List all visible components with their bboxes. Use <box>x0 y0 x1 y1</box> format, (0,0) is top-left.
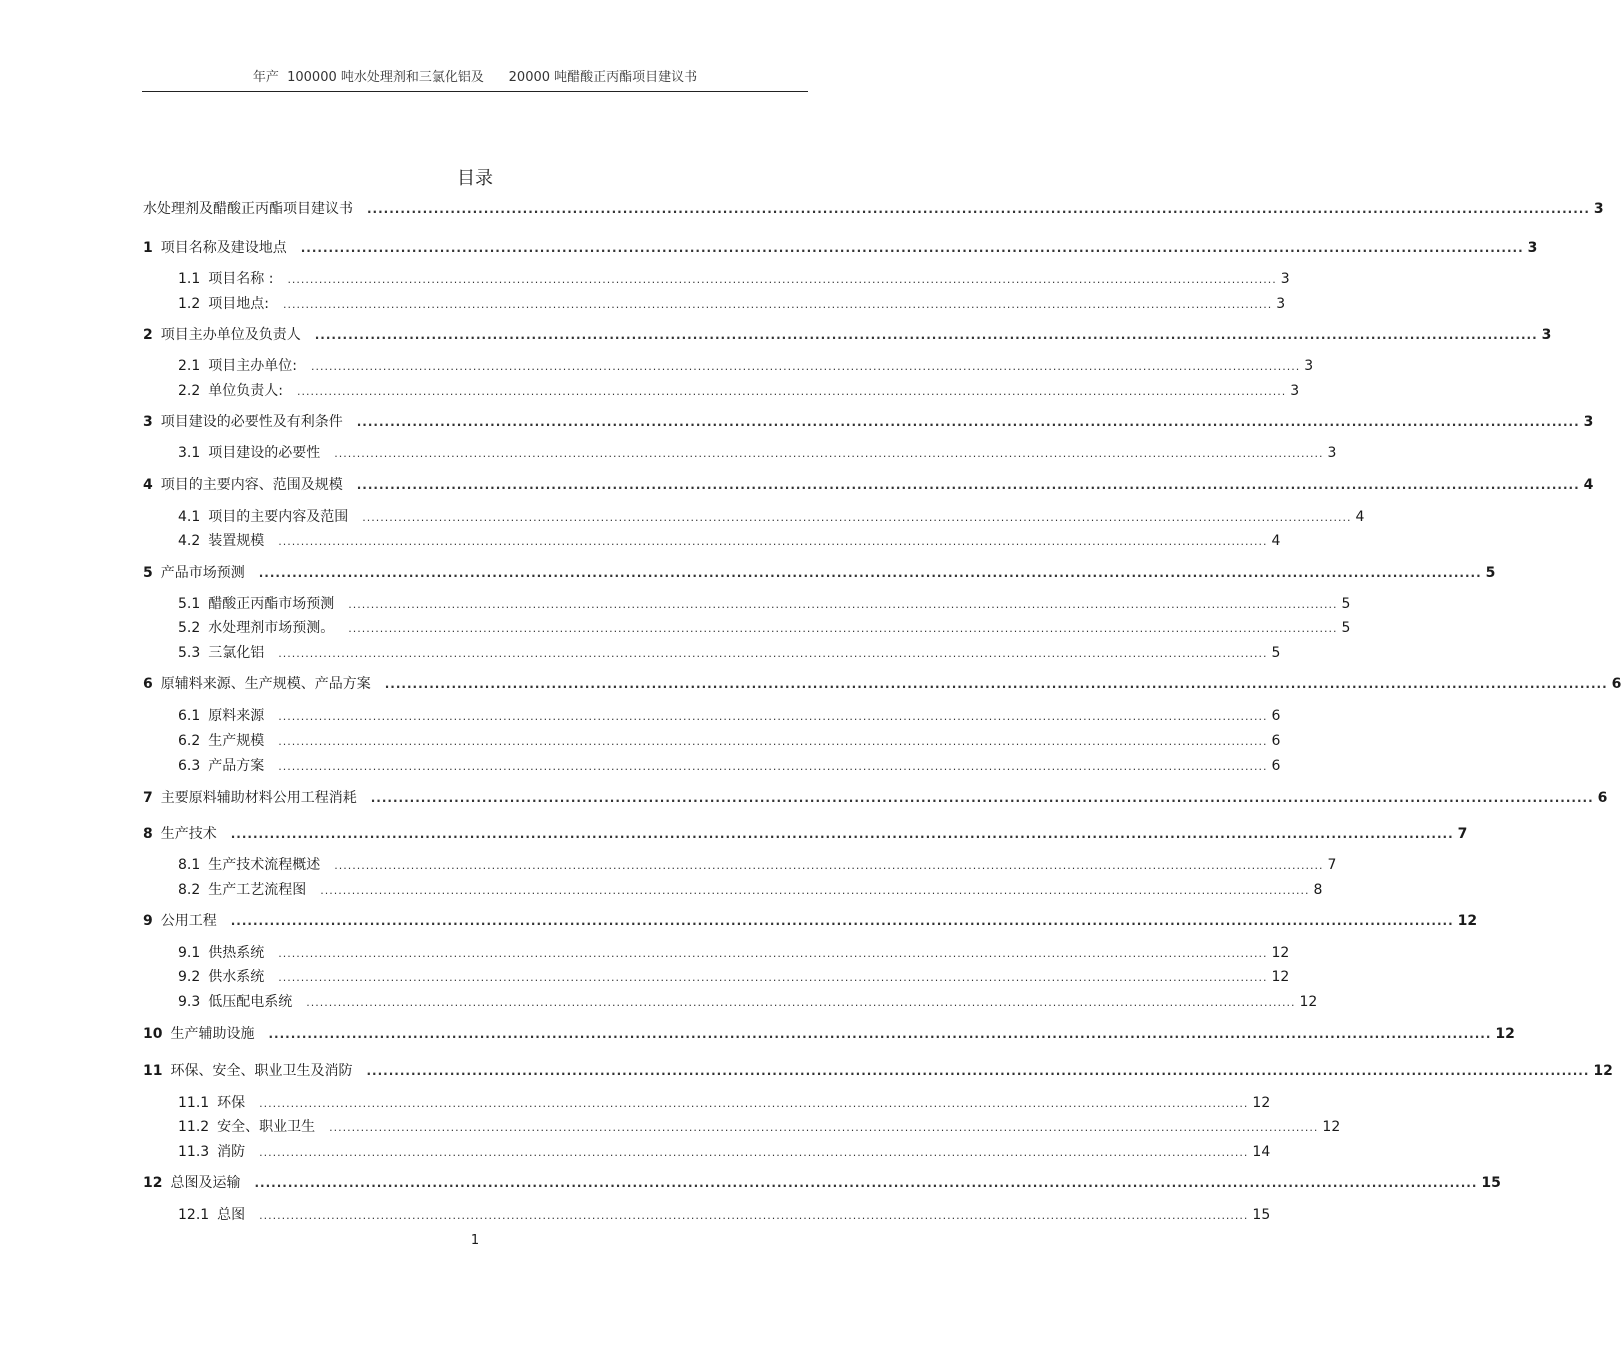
toc-entry-label: 主要原料辅助材料公用工程消耗 <box>160 790 357 806</box>
toc-entry-number: 11 <box>143 1063 163 1079</box>
dot-leader: ............................................................................................................................................................................................................................ <box>306 996 1296 1009</box>
toc-entry-page: 12 <box>1252 1095 1271 1111</box>
toc-entry-label: 装置规模 <box>208 533 265 549</box>
toc-entry-page: 15 <box>1481 1175 1501 1191</box>
dot-leader: ............................................................................................................................................................................................................................ <box>230 827 1454 841</box>
toc-entry-label: 项目建设的必要性 <box>208 445 321 461</box>
dot-leader: ............................................................................................................................................................................................................................ <box>296 385 1287 398</box>
dot-leader: ............................................................................................................................................................................................................................ <box>356 478 1580 492</box>
toc-subentry[interactable] <box>178 642 1281 662</box>
toc-entry-label: 生产工艺流程图 <box>208 882 307 898</box>
toc-entry-label: 低压配电系统 <box>208 994 293 1010</box>
dot-leader: ............................................................................................................................................................................................................................ <box>259 1146 1249 1159</box>
dot-leader: ............................................................................................................................................................................................................................ <box>282 298 1273 311</box>
toc-entry[interactable] <box>143 411 1594 431</box>
toc-entry-label: 原料来源 <box>208 708 265 724</box>
toc-subentry[interactable] <box>178 268 1290 288</box>
toc-entry-label: 水处理剂市场预测。 <box>208 620 335 636</box>
toc-entry-label: 项目的主要内容及范围 <box>208 509 349 525</box>
toc-entry[interactable] <box>143 1060 1613 1080</box>
toc-entry[interactable] <box>143 324 1552 344</box>
toc-subentry[interactable] <box>178 506 1365 526</box>
toc-entry-label: 单位负责人: <box>208 383 283 399</box>
toc-entry[interactable] <box>143 237 1538 257</box>
toc-entry[interactable] <box>143 910 1478 930</box>
toc-subentry[interactable] <box>178 617 1351 637</box>
toc-entry-number: 3.1 <box>178 445 201 461</box>
toc-entry-label: 原辅料来源、生产规模、产品方案 <box>160 676 371 692</box>
dot-leader: ............................................................................................................................................................................................................................ <box>278 647 1268 660</box>
toc-entry-number: 9.2 <box>178 969 201 985</box>
dot-leader: ............................................................................................................................................................................................................................ <box>348 622 1338 635</box>
toc-entry-label: 项目地点: <box>208 296 269 312</box>
dot-leader: ............................................................................................................................................................................................................................ <box>366 1064 1590 1078</box>
toc-entry-page: 3 <box>1527 240 1538 256</box>
toc-entry-page: 4 <box>1583 477 1594 493</box>
toc-entry-page: 4 <box>1355 509 1365 525</box>
dot-leader: ............................................................................................................................................................................................................................ <box>258 566 1482 580</box>
toc-entry-page: 3 <box>1593 201 1604 217</box>
toc-entry-number: 11.3 <box>178 1144 210 1160</box>
toc-entry-label: 总图及运输 <box>170 1175 241 1191</box>
dot-leader: ............................................................................................................................................................................................................................ <box>300 241 1524 255</box>
toc-entry-label: 项目建设的必要性及有利条件 <box>160 414 343 430</box>
toc-subentry[interactable] <box>178 355 1314 375</box>
toc-entry-number: 4.1 <box>178 509 201 525</box>
dot-leader: ............................................................................................................................................................................................................................ <box>362 511 1352 524</box>
toc-entry-label: 项目主办单位及负责人 <box>160 327 301 343</box>
toc-entry-page: 7 <box>1457 826 1468 842</box>
toc-entry-page: 6 <box>1271 758 1281 774</box>
toc-entry-page: 3 <box>1583 414 1594 430</box>
toc-entry-page: 6 <box>1271 708 1281 724</box>
toc-subentry[interactable] <box>178 854 1337 874</box>
toc-entry-number: 9 <box>143 913 153 929</box>
toc-title: 目录 <box>457 168 493 189</box>
dot-leader: ............................................................................................................................................................................................................................ <box>320 884 1310 897</box>
toc-entry[interactable] <box>143 823 1468 843</box>
toc-subentry[interactable] <box>178 879 1323 899</box>
toc-subentry[interactable] <box>178 530 1281 550</box>
dot-leader: ............................................................................................................................................................................................................................ <box>278 760 1268 773</box>
toc-entry-page: 3 <box>1276 296 1286 312</box>
toc-entry-number: 11.1 <box>178 1095 210 1111</box>
toc-entry-label: 公用工程 <box>160 913 217 929</box>
toc-entry-page: 7 <box>1327 857 1337 873</box>
dot-leader: ............................................................................................................................................................................................................................ <box>367 202 1590 216</box>
toc-entry-page: 3 <box>1290 383 1300 399</box>
toc-entry-page: 3 <box>1304 358 1314 374</box>
toc-entry-number: 1 <box>143 240 153 256</box>
toc-entry[interactable] <box>143 1023 1515 1043</box>
toc-subentry[interactable] <box>178 380 1300 400</box>
toc-entry-label: 安全、职业卫生 <box>217 1119 316 1135</box>
toc-entry-label: 项目名称及建设地点 <box>160 240 287 256</box>
toc-entry-number: 6 <box>143 676 153 692</box>
toc-entry[interactable] <box>143 198 1604 218</box>
toc-entry-page: 5 <box>1341 620 1351 636</box>
toc-entry-page: 14 <box>1252 1144 1271 1160</box>
dot-leader: ............................................................................................................................................................................................................................ <box>287 273 1277 286</box>
dot-leader: ............................................................................................................................................................................................................................ <box>278 971 1268 984</box>
toc-entry-number: 6.3 <box>178 758 201 774</box>
dot-leader: ............................................................................................................................................................................................................................ <box>278 710 1268 723</box>
dot-leader: ............................................................................................................................................................................................................................ <box>384 677 1608 691</box>
toc-entry-label: 项目主办单位: <box>208 358 297 374</box>
dot-leader: ............................................................................................................................................................................................................................ <box>334 859 1324 872</box>
toc-entry-page: 3 <box>1327 445 1337 461</box>
toc-entry-number: 11.2 <box>178 1119 210 1135</box>
toc-entry-number: 12 <box>143 1175 163 1191</box>
toc-entry-page: 3 <box>1280 271 1290 287</box>
dot-leader: ............................................................................................................................................................................................................................ <box>278 535 1268 548</box>
toc-entry-page: 6 <box>1597 790 1608 806</box>
toc-entry-number: 2.1 <box>178 358 201 374</box>
toc-entry-page: 12 <box>1457 913 1478 929</box>
toc-subentry[interactable] <box>178 442 1337 462</box>
dot-leader: ............................................................................................................................................................................................................................ <box>278 735 1268 748</box>
dot-leader: ............................................................................................................................................................................................................................ <box>254 1176 1478 1190</box>
toc-entry-page: 5 <box>1271 645 1281 661</box>
toc-entry-page: 6 <box>1271 733 1281 749</box>
toc-entry-number: 8.1 <box>178 857 201 873</box>
toc-entry-label: 环保、安全、职业卫生及消防 <box>170 1063 353 1079</box>
toc-entry-label: 水处理剂及醋酸正丙酯项目建议书 <box>143 201 353 217</box>
toc-entry-label: 总图 <box>217 1207 246 1223</box>
toc-subentry[interactable] <box>178 755 1281 775</box>
toc-entry-number: 2 <box>143 327 153 343</box>
toc-subentry[interactable] <box>178 942 1290 962</box>
toc-entry-number: 6.2 <box>178 733 201 749</box>
toc-subentry[interactable] <box>178 966 1290 986</box>
dot-leader: ............................................................................................................................................................................................................................ <box>268 1027 1492 1041</box>
toc-subentry[interactable] <box>178 1141 1271 1161</box>
dot-leader: ............................................................................................................................................................................................................................ <box>334 447 1324 460</box>
dot-leader: ............................................................................................................................................................................................................................ <box>230 914 1454 928</box>
toc-entry-label: 生产辅助设施 <box>170 1026 255 1042</box>
dot-leader: ............................................................................................................................................................................................................................ <box>259 1209 1249 1222</box>
toc-entry-page: 15 <box>1252 1207 1271 1223</box>
toc-entry-label: 产品市场预测 <box>160 565 245 581</box>
toc-entry-page: 5 <box>1485 565 1496 581</box>
toc-entry-number: 9.1 <box>178 945 201 961</box>
toc-entry-number: 6.1 <box>178 708 201 724</box>
dot-leader: ............................................................................................................................................................................................................................ <box>329 1121 1319 1134</box>
toc-entry-number: 2.2 <box>178 383 201 399</box>
toc-entry[interactable] <box>143 787 1608 807</box>
dot-leader: ............................................................................................................................................................................................................................ <box>310 360 1301 373</box>
toc-subentry[interactable] <box>178 1204 1271 1224</box>
toc-subentry[interactable] <box>178 705 1281 725</box>
toc-entry-label: 生产技术 <box>160 826 217 842</box>
toc-subentry[interactable] <box>178 293 1286 313</box>
toc-entry-number: 5.1 <box>178 596 201 612</box>
dot-leader: ............................................................................................................................................................................................................................ <box>356 415 1580 429</box>
page-number: 1 <box>470 1233 480 1248</box>
toc-entry-number: 8.2 <box>178 882 201 898</box>
dot-leader: ............................................................................................................................................................................................................................ <box>348 598 1338 611</box>
toc-entry-number: 1.1 <box>178 271 201 287</box>
toc-entry-page: 12 <box>1299 994 1318 1010</box>
dot-leader: ............................................................................................................................................................................................................................ <box>278 947 1268 960</box>
toc-entry-page: 6 <box>1611 676 1621 692</box>
toc-entry-number: 5.2 <box>178 620 201 636</box>
toc-entry-label: 项目的主要内容、范围及规模 <box>160 477 343 493</box>
toc-entry-number: 5 <box>143 565 153 581</box>
toc-subentry[interactable] <box>178 991 1318 1011</box>
toc-entry-number: 7 <box>143 790 153 806</box>
toc-entry-page: 3 <box>1541 327 1552 343</box>
toc-entry-label: 产品方案 <box>208 758 265 774</box>
toc-entry-number: 4.2 <box>178 533 201 549</box>
toc-entry-number: 10 <box>143 1026 163 1042</box>
dot-leader: ............................................................................................................................................................................................................................ <box>370 791 1594 805</box>
toc-entry-number: 1.2 <box>178 296 201 312</box>
toc-subentry[interactable] <box>178 1092 1271 1112</box>
toc-entry-label: 供水系统 <box>208 969 265 985</box>
toc-entry-label: 环保 <box>217 1095 246 1111</box>
toc-entry-page: 12 <box>1271 945 1290 961</box>
page-header: 年产 100000 吨水处理剂和三氯化铝及 20000 吨醋酸正丙酯项目建议书 <box>252 70 698 85</box>
toc-entry-page: 8 <box>1313 882 1323 898</box>
toc-entry[interactable] <box>143 1172 1501 1192</box>
toc-subentry[interactable] <box>178 1116 1341 1136</box>
toc-entry-label: 消防 <box>217 1144 246 1160</box>
toc-entry-number: 9.3 <box>178 994 201 1010</box>
toc-entry-page: 12 <box>1271 969 1290 985</box>
toc-entry-label: 项目名称 : <box>208 271 274 287</box>
toc-entry-number: 12.1 <box>178 1207 210 1223</box>
toc-entry-label: 三氯化铝 <box>208 645 265 661</box>
toc-entry-page: 12 <box>1593 1063 1613 1079</box>
toc-entry-number: 3 <box>143 414 153 430</box>
toc-entry[interactable] <box>143 562 1496 582</box>
toc-entry-number: 4 <box>143 477 153 493</box>
toc-entry-number: 5.3 <box>178 645 201 661</box>
toc-entry[interactable] <box>143 474 1594 494</box>
toc-entry-page: 12 <box>1322 1119 1341 1135</box>
toc-entry-page: 12 <box>1495 1026 1515 1042</box>
dot-leader: ............................................................................................................................................................................................................................ <box>259 1097 1249 1110</box>
toc-subentry[interactable] <box>178 593 1351 613</box>
toc-entry-page: 5 <box>1341 596 1351 612</box>
toc-entry-label: 生产规模 <box>208 733 265 749</box>
dot-leader: ............................................................................................................................................................................................................................ <box>314 328 1538 342</box>
toc-entry-number: 8 <box>143 826 153 842</box>
toc-subentry[interactable] <box>178 730 1281 750</box>
toc-entry[interactable] <box>143 673 1621 693</box>
toc-entry-label: 生产技术流程概述 <box>208 857 321 873</box>
toc-entry-page: 4 <box>1271 533 1281 549</box>
toc-entry-label: 供热系统 <box>208 945 265 961</box>
toc-entry-label: 醋酸正丙酯市场预测 <box>208 596 335 612</box>
